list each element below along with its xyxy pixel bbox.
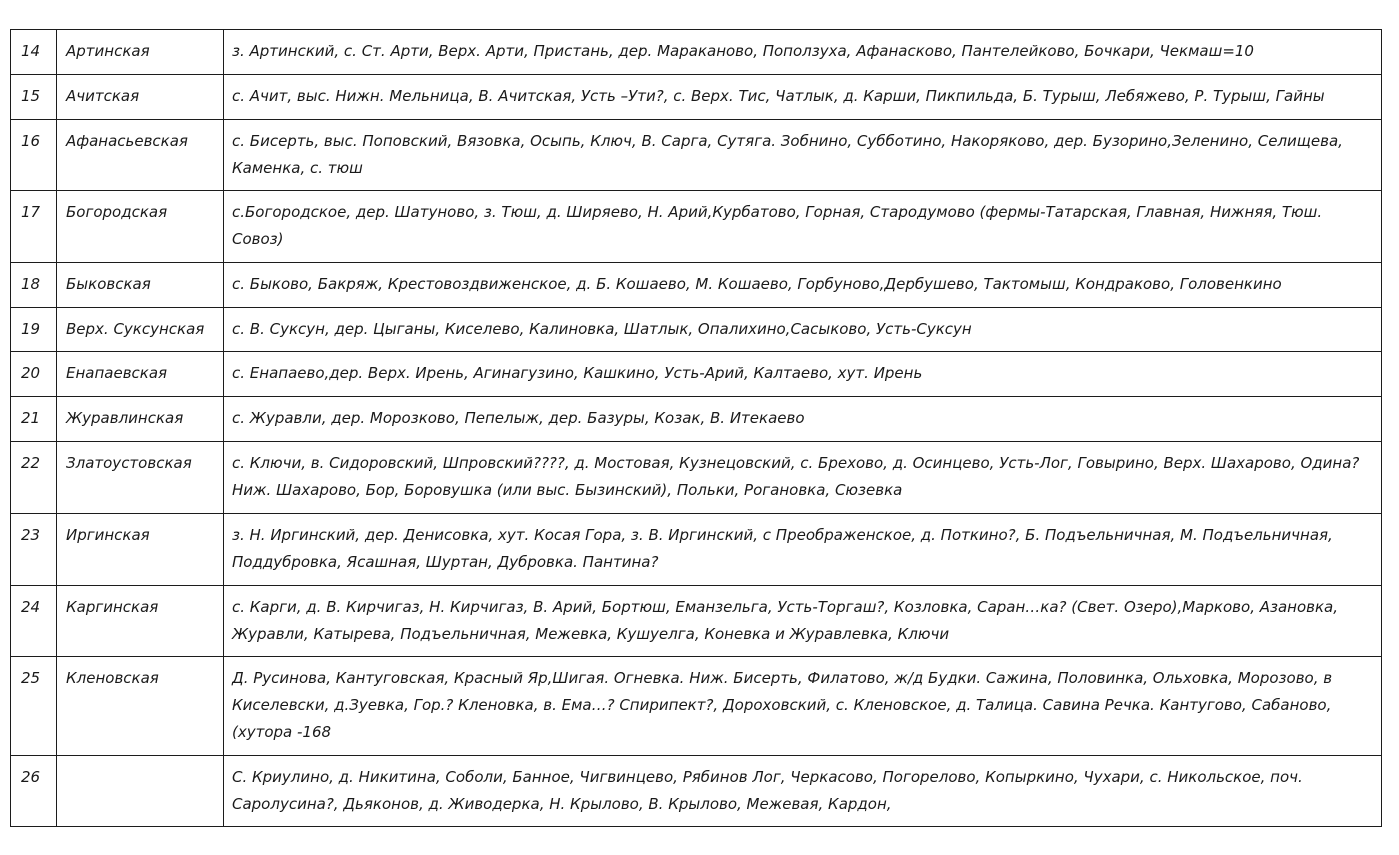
row-number-cell: [11, 397, 57, 442]
table-row: [11, 308, 1382, 352]
volost-name-cell: [57, 30, 224, 75]
row-number-cell: [11, 756, 57, 827]
row-number: 21: [21, 409, 41, 427]
villages-cell: [224, 75, 1382, 120]
row-number: 24: [21, 598, 41, 616]
row-number: 17: [21, 203, 41, 221]
volost-name-cell: [57, 514, 224, 586]
row-number: 19: [21, 320, 41, 338]
row-number-cell: [11, 120, 57, 191]
volost-name: [57, 756, 223, 771]
volost-name-cell: [57, 586, 224, 657]
villages-cell: [224, 30, 1382, 75]
volost-name: Ачитская: [66, 87, 140, 105]
villages-list: Д. Русинова, Кантуговская, Красный Яр,Шигая. Огневка. Ниж. Бисерть, Филатово, ж/д Будки. Сажина, Половинка, Ольховка, Морозово, в Киселевски, д.Зуевка, Гор.? Кленовка, в. Ема…? Спирипект?, Дороховский, с. Кленовское, д. Талица. Савина Речка. Кантугово, Сабаново, (хутора -168: [232, 669, 1333, 741]
table-row: [11, 75, 1382, 120]
villages-cell: [224, 308, 1382, 352]
row-number: 18: [21, 275, 41, 293]
villages-list: с. Енапаево,дер. Верх. Ирень, Агинагузино, Кашкино, Усть-Арий, Калтаево, хут. Ирень: [232, 364, 923, 382]
row-number: 20: [21, 364, 41, 382]
volost-name: Афанасьевская: [66, 132, 188, 150]
volost-name: Златоустовская: [66, 454, 192, 472]
volost-name: Журавлинская: [66, 409, 184, 427]
row-number-cell: [11, 514, 57, 586]
volost-name-cell: [57, 308, 224, 352]
villages-list: с. Бисерть, выс. Поповский, Вязовка, Осыпь, Ключ, В. Сарга, Сутяга. Зобнино, Субботино, Накоряково, дер. Бузорино,Зеленино, Селищева, Каменка, с. тюш: [232, 132, 1343, 177]
villages-list: с. Ключи, в. Сидоровский, Шпровский????, д. Мостовая, Кузнецовский, с. Брехово, д. Осинцево, Усть-Лог, Говырино, Верх. Шахарово, Одина? Ниж. Шахарово, Бор, Боровушка (или выс. Бызинский), Польки, Рогановка, Сюзевка: [232, 454, 1360, 499]
volost-name-cell: [57, 75, 224, 120]
volost-table-body: [11, 30, 1382, 827]
villages-cell: [224, 657, 1382, 756]
villages-list: з. Артинский, с. Ст. Арти, Верх. Арти, Пристань, дер. Мараканово, Поползуха, Афанасково, Пантелейково, Бочкари, Чекмаш=10: [232, 42, 1254, 60]
villages-cell: [224, 514, 1382, 586]
villages-list: С. Криулино, д. Никитина, Соболи, Банное, Чигвинцево, Рябинов Лог, Черкасово, Погорелово, Копыркино, Чухари, с. Никольское, поч. Саролусина?, Дьяконов, д. Живодерка, Н. Крылово, В. Крылово, Межевая, Кардон,: [232, 768, 1303, 813]
row-number-cell: [11, 586, 57, 657]
villages-list: с. В. Суксун, дер. Цыганы, Киселево, Калиновка, Шатлык, Опалихино,Сасыково, Усть-Суксун: [232, 320, 972, 338]
row-number: 14: [21, 42, 41, 60]
row-number: 16: [21, 132, 41, 150]
row-number-cell: [11, 30, 57, 75]
volost-name-cell: [57, 756, 224, 827]
table-row: [11, 514, 1382, 586]
villages-list: з. Н. Иргинский, дер. Денисовка, хут. Косая Гора, з. В. Иргинский, с Преображенское, д. Поткино?, Б. Подъельничная, М. Подъельничная, Поддубровка, Ясашная, Шуртан, Дубровка. Пантина?: [232, 526, 1333, 571]
row-number-cell: [11, 75, 57, 120]
row-number-cell: [11, 352, 57, 397]
volost-name: Быковская: [66, 275, 151, 293]
volost-name-cell: [57, 657, 224, 756]
table-row: [11, 397, 1382, 442]
volost-name-cell: [57, 120, 224, 191]
villages-cell: [224, 191, 1382, 263]
table-row: [11, 352, 1382, 397]
table-row: [11, 657, 1382, 756]
villages-cell: [224, 397, 1382, 442]
volost-name: Артинская: [66, 42, 150, 60]
villages-list: с. Карги, д. В. Кирчигаз, Н. Кирчигаз, В. Арий, Бортюш, Еманзельга, Усть-Торгаш?, Козловка, Саран…ка? (Свет. Озеро),Марково, Азановка, Журавли, Катырева, Подъельничная, Межевка, Кушуелга, Коневка и Журавлевка, Ключи: [232, 598, 1339, 643]
row-number: 25: [21, 669, 41, 687]
volost-name-cell: [57, 191, 224, 263]
row-number-cell: [11, 657, 57, 756]
villages-cell: [224, 120, 1382, 191]
volost-name-cell: [57, 442, 224, 514]
volost-name-cell: [57, 352, 224, 397]
volost-name: Кленовская: [66, 669, 159, 687]
table-row: [11, 120, 1382, 191]
row-number: 26: [21, 768, 41, 786]
villages-list: с.Богородское, дер. Шатуново, з. Тюш, д. Ширяево, Н. Арий,Курбатово, Горная, Стародумово (фермы-Татарская, Главная, Нижняя, Тюш. Совоз): [232, 203, 1323, 248]
row-number: 15: [21, 87, 41, 105]
villages-list: с. Журавли, дер. Морозково, Пепелыж, дер. Базуры, Козак, В. Итекаево: [232, 409, 805, 427]
row-number-cell: [11, 308, 57, 352]
volost-table: [10, 29, 1382, 827]
table-row: [11, 30, 1382, 75]
volost-name: Верх. Суксунская: [66, 320, 205, 338]
table-row: [11, 442, 1382, 514]
table-row: [11, 756, 1382, 827]
volost-name: Енапаевская: [66, 364, 168, 382]
volost-name: Иргинская: [66, 526, 150, 544]
villages-cell: [224, 263, 1382, 308]
table-row: [11, 586, 1382, 657]
row-number: 22: [21, 454, 41, 472]
villages-cell: [224, 586, 1382, 657]
volost-name-cell: [57, 397, 224, 442]
villages-cell: [224, 442, 1382, 514]
volost-name: Каргинская: [66, 598, 159, 616]
table-row: [11, 263, 1382, 308]
row-number-cell: [11, 442, 57, 514]
villages-cell: [224, 756, 1382, 827]
villages-list: с. Быково, Бакряж, Крестовоздвиженское, д. Б. Кошаево, М. Кошаево, Горбуново,Дербушево, Тактомыш, Кондраково, Головенкино: [232, 275, 1282, 293]
volost-name-cell: [57, 263, 224, 308]
volost-name: Богородская: [66, 203, 168, 221]
villages-list: с. Ачит, выс. Нижн. Мельница, В. Ачитская, Усть –Ути?, с. Верх. Тис, Чатлык, д. Карши, Пикпильда, Б. Турыш, Лебяжево, Р. Турыш, Гайны: [232, 87, 1325, 105]
row-number-cell: [11, 263, 57, 308]
row-number-cell: [11, 191, 57, 263]
table-row: [11, 191, 1382, 263]
row-number: 23: [21, 526, 41, 544]
villages-cell: [224, 352, 1382, 397]
